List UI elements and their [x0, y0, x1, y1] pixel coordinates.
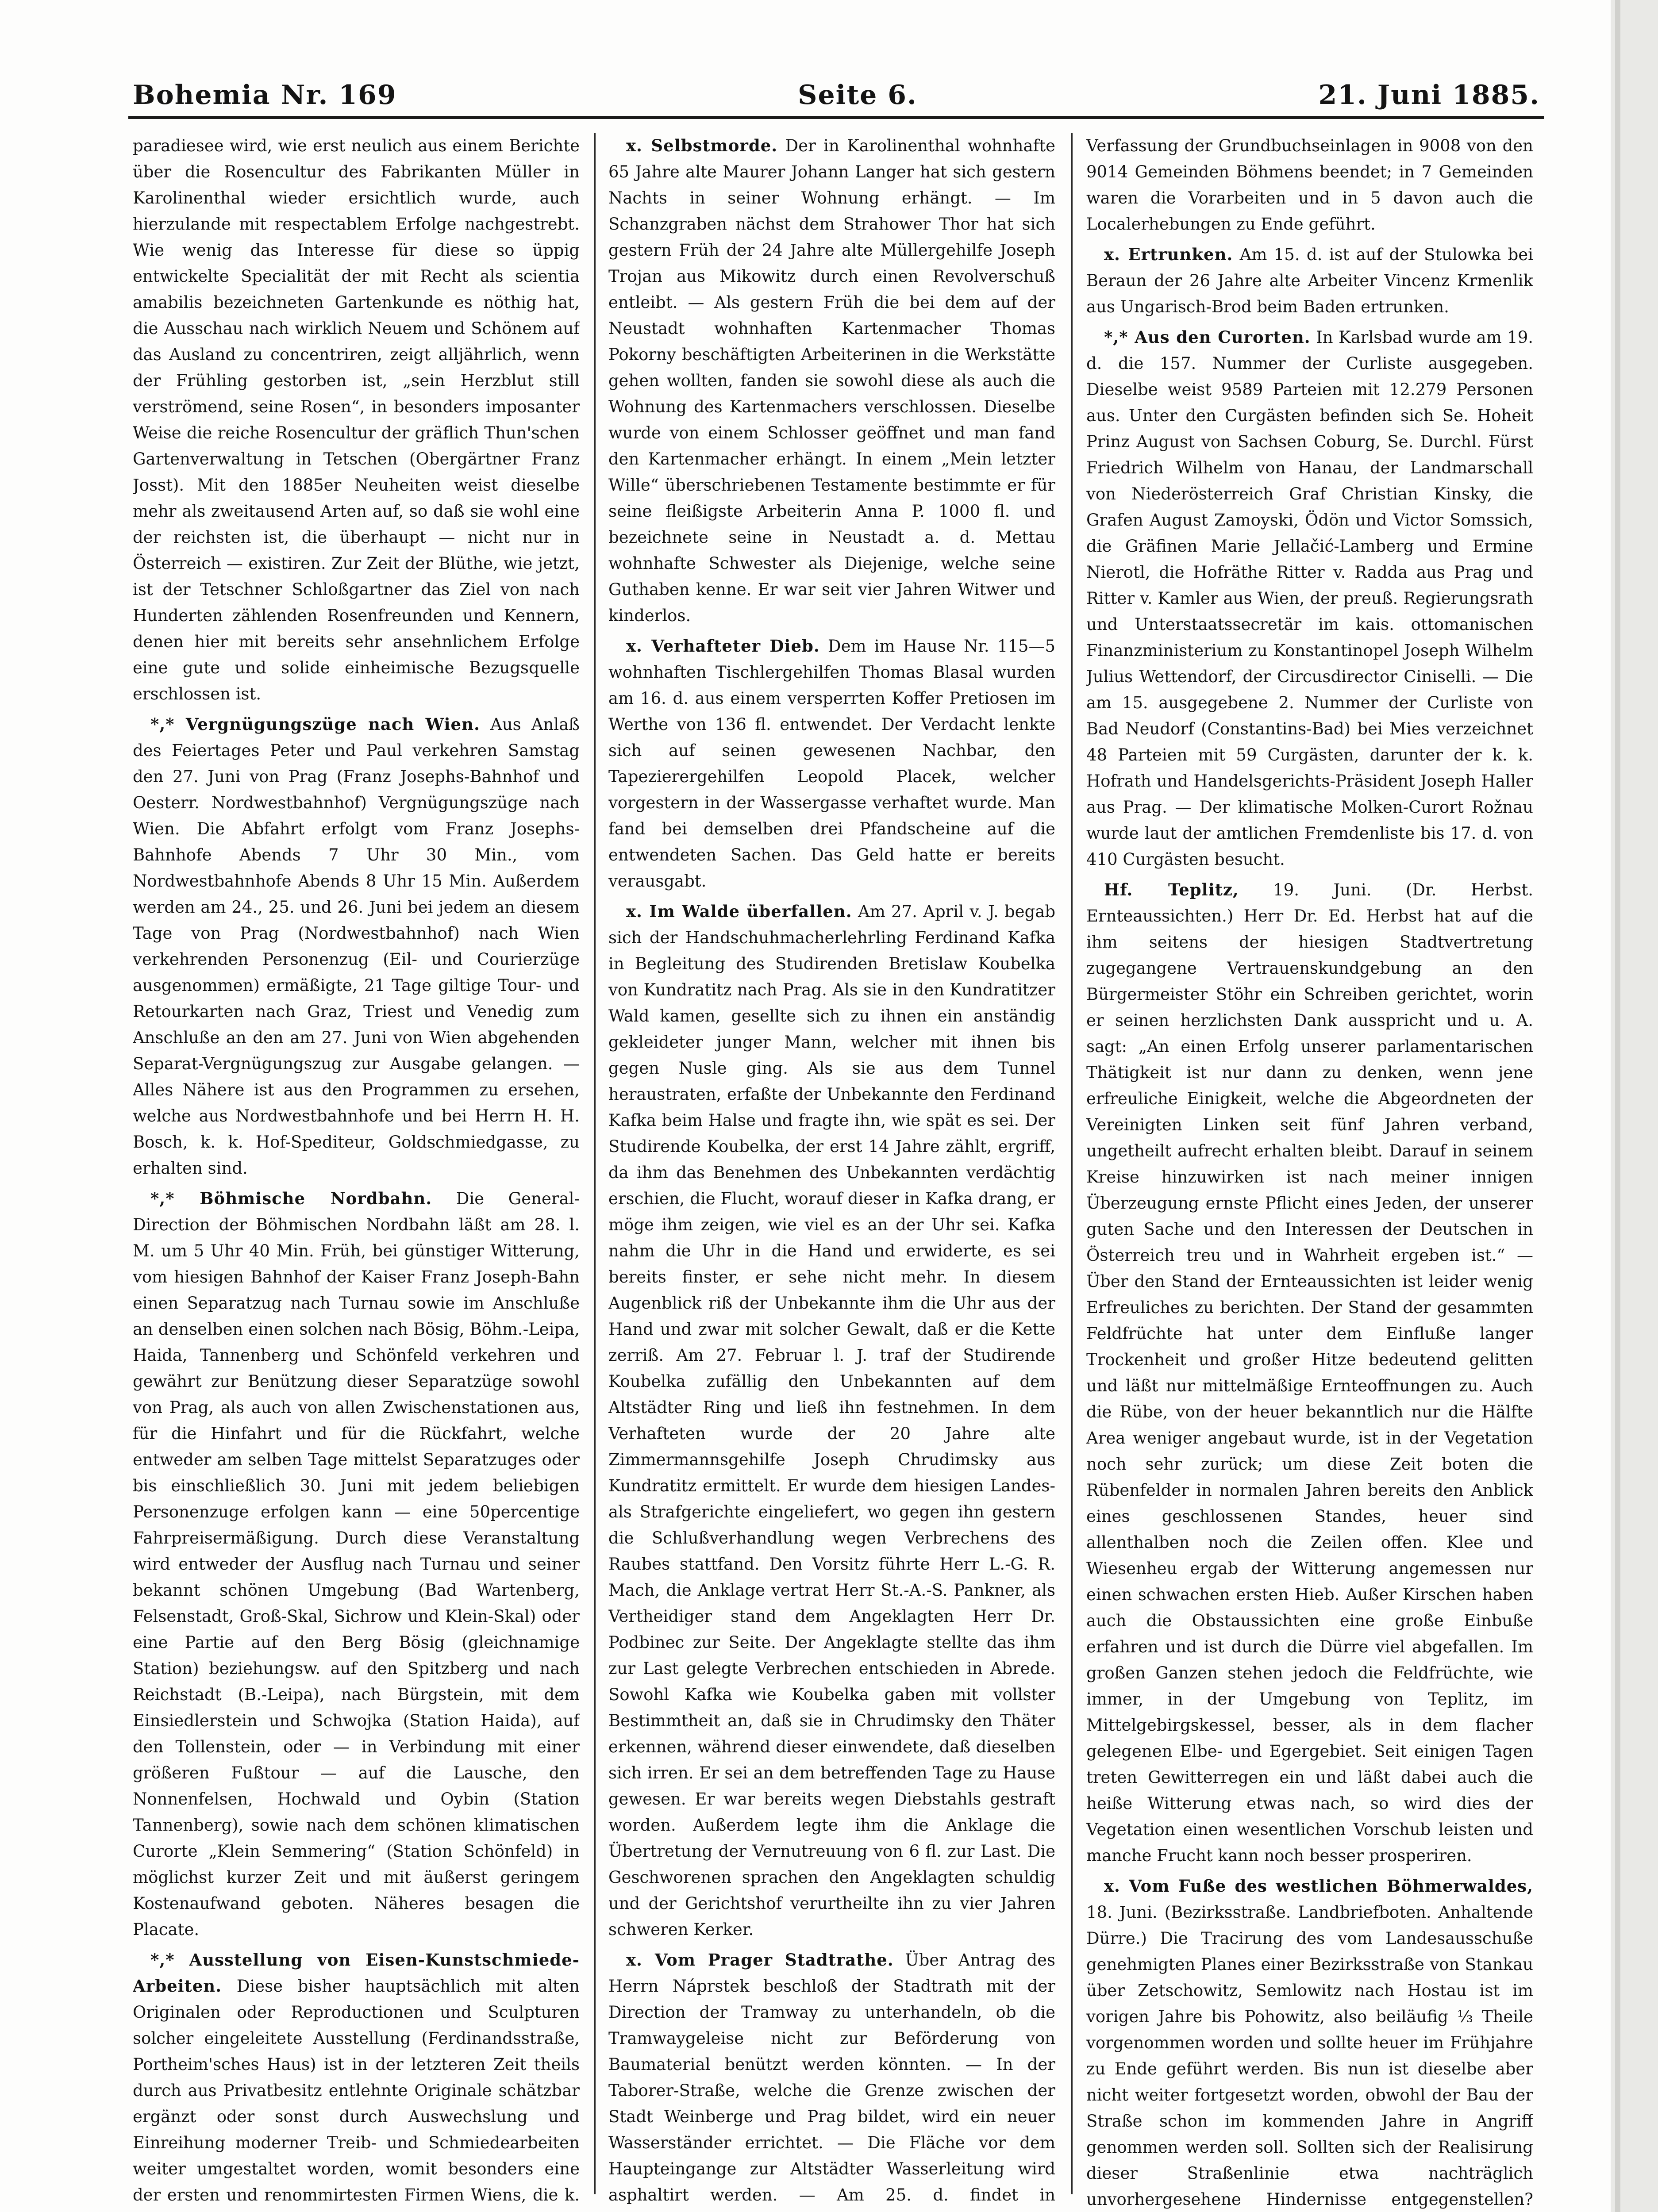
article-heading: *,* Ausstellung von Eisen-Kunstschmiede-Arbeiten. [133, 1950, 580, 1996]
column-separator [594, 133, 596, 2194]
article-paragraph [133, 1186, 580, 1943]
page-number: Seite 6. [798, 80, 917, 111]
article-heading: *,* Aus den Curorten. [1104, 327, 1311, 347]
article-heading: *,* Böhmische Nordbahn. [150, 1189, 432, 1208]
article-heading: x. Vom Prager Stadtrathe. [626, 1950, 894, 1970]
article-body: Am 27. April v. J. begab sich der Handschuhmacherlehrling Ferdinand Kafka in Begleitung des Studirenden Bretislaw Koubelka von Kundratitz nach Prag. Als sie in den Kundratitzer Wald kamen, gesellte sich zu ihnen ein anständig gekleideter junger Mann, welcher mit ihnen bis gegen Nusle ging. Als sie aus dem Tunnel heraustraten, erfaßte der Unbekannte den Ferdinand Kafka beim Halse und fragte ihn, wie spät es sei. Der Studirende Koubelka, der erst 14 Jahre zählt, ergriff, da ihm das Benehmen des Unbekannten verdächtig erschien, die Flucht, worauf dieser in Kafka drang, er möge ihm zeigen, wie viel es an der Uhr sei. Kafka nahm die Uhr in die Hand und erwiderte, es sei bereits finster, er sehe nicht mehr. In diesem Augenblick riß der Unbekannte ihm die Uhr aus der Hand und zwar mit solcher Gewalt, daß er die Kette zerriß. Am 27. Februar l. J. traf der Studirende Koubelka zufällig den Unbekannten auf dem Altstädter Ring und ließ ihn festnehmen. In dem Verhafteten wurde der 20 Jahre alte Zimmermannsgehilfe Joseph Chrudimsky aus Kundratitz ermittelt. Er wurde dem hiesigen Landes- als Strafgerichte eingeliefert, wo gegen ihn gestern die Schlußverhandlung wegen Verbrechens des Raubes stattfand. Den Vorsitz führte Herr L.-G. R. Mach, die Anklage vertrat Herr St.-A.-S. Pankner, als Vertheidiger stand dem Angeklagten Herr Dr. Podbinec zur Seite. Der Angeklagte stellte das ihm zur Last gelegte Verbrechen entschieden in Abrede. Sowohl Kafka wie Koubelka gaben mit vollster Bestimmtheit an, daß sie in Chrudimsky den Thäter erkennen, während dieser einwendete, daß dieselben sich irren. Er sei an dem betreffenden Tage zu Hause gewesen. Er war bereits wegen Diebstahls gestraft worden. Außerdem legte ihm die Anklage die Übertretung der Vernutreuung von 6 fl. zur Last. Die Geschworenen sprachen den Angeklagten schuldig und der Gerichtshof verurtheilte ihn zu vier Jahren schweren Kerker. [608, 902, 1055, 1939]
article-paragraph [608, 1947, 1055, 2212]
article-body: Verfassung der Grundbuchseinlagen in 9008 von den 9014 Gemeinden Böhmens beendet; in 7 Gemeinden waren die Vorarbeiten und in 5 davon auch die Localerhebungen zu Ende geführt. [1086, 136, 1533, 234]
issue-date: 21. Juni 1885. [1318, 80, 1540, 111]
article-heading: x. Selbstmorde. [626, 136, 778, 155]
article-body: Der in Karolinenthal wohnhafte 65 Jahre alte Maurer Johann Langer hat sich gestern Nachts in seiner Wohnung erhängt. — Im Schanzgraben nächst dem Strahower Thor hat sich gestern Früh der 24 Jahre alte Müllergehilfe Joseph Trojan aus Mikowitz durch einen Revolverschuß entleibt. — Als gestern Früh die bei dem auf der Neustadt wohnhaften Kartenmacher Thomas Pokorny beschäftigten Arbeiterinen in die Werkstätte gehen wollten, fanden sie sowohl diese als auch die Wohnung des Kartenmachers verschlossen. Dieselbe wurde von einem Schlosser geöffnet und man fand den Kartenmacher erhängt. In einem „Mein letzter Wille“ überschriebenen Testamente bestimmte er für seine fleißigste Arbeiterin Anna P. 1000 fl. und bezeichnete seine in Neustadt a. d. Mettau wohnhafte Schwester als Diejenige, welche seine Guthaben kenne. Er war seit vier Jahren Witwer und kinderlos. [608, 136, 1055, 625]
article-heading: Hf. Teplitz, [1104, 880, 1239, 899]
article-paragraph [133, 711, 580, 1181]
article-paragraph [1086, 324, 1533, 872]
article-paragraph [133, 133, 580, 707]
article-heading: x. Im Walde überfallen. [626, 902, 852, 921]
article-body: Diese bisher hauptsächlich mit alten Originalen oder Reproductionen und Sculpturen solcher eingeleitete Ausstellung (Ferdinandsstraße, Portheim'sches Haus) ist in der letzteren Zeit theils durch aus Privatbesitz entlehnte Originale schätzbar ergänzt oder sonst durch Auswechslung und Einreihung moderner Treib- und Schmiedearbeiten weiter umgestaltet worden, womit besonders eine der ersten und renommirtesten Firmen Wiens, die k. [133, 1977, 580, 2204]
article-paragraph [1086, 133, 1533, 237]
article-body: paradiesee wird, wie erst neulich aus einem Berichte über die Rosencultur des Fabrikanten Müller in Karolinenthal wieder ersichtlich wurde, auch hierzulande mit respectablem Erfolge nachgestrebt. Wie wenig das Interesse für diese so üppig entwickelte Specialität der mit Recht als scientia amabilis bezeichneten Gartenkunde es nöthig hat, die Ausschau nach wirklich Neuem und Schönem auf das Ausland zu concentriren, zeigt alljährlich, wenn der Frühling gestorben ist, „sein Herzblut still verströmend, seine Rosen“, in besonders imposanter Weise die reiche Rosencultur der gräflich Thun'schen Gartenverwaltung in Tetschen (Obergärtner Franz Josst). Mit den 1885er Neuheiten weist dieselbe mehr als zweitausend Arten auf, so daß sie wohl eine der reichsten ist, die überhaupt — nicht nur in Österreich — existiren. Zur Zeit der Blüthe, wie jetzt, ist der Tetschner Schloßgartner das Ziel von nach Hunderten zählenden Rosenfreunden und Kennern, denen hier mit bereits sehr ansehnlichem Erfolge eine gute und solide einheimische Bezugsquelle erschlossen ist. [133, 136, 580, 703]
article-paragraph [608, 133, 1055, 629]
article-heading: x. Verhafteter Dieb. [626, 636, 820, 656]
article-body: Aus Anlaß des Feiertages Peter und Paul verkehren Samstag den 27. Juni von Prag (Franz Josephs-Bahnhof und Oesterr. Nordwestbahnhof) Vergnügungszüge nach Wien. Die Abfahrt erfolgt vom Franz Josephs-Bahnhofe Abends 7 Uhr 30 Min., vom Nordwestbahnhofe Abends 8 Uhr 15 Min. Außerdem werden am 24., 25. und 26. Juni bei jedem an diesem Tage von Prag (Nordwestbahnhof) nach Wien verkehrenden Personenzug (Eil- und Courierzüge ausgenommen) ermäßigte, 21 Tage giltige Tour- und Retourkarten nach Graz, Triest und Venedig zum Anschluße an den am 27. Juni von Wien abgehenden Separat-Vergnügungszug zur Ausgabe gelangen. — Alles Nähere ist aus den Programmen zu ersehen, welche aus Nordwestbahnhofe und bei Herrn H. H. Bosch, k. k. Hof-Spediteur, Goldschmiedgasse, zu erhalten sind. [133, 715, 580, 1178]
text-column-2 [608, 133, 1055, 2212]
page-edge-strip [1615, 0, 1620, 2212]
masthead-issue: Bohemia Nr. 169 [133, 80, 397, 111]
article-body: Dem im Hause Nr. 115—5 wohnhaften Tischlergehilfen Thomas Blasal wurden am 16. d. aus einem versperrten Koffer Pretiosen im Werthe von 136 fl. entwendet. Der Verdacht lenkte sich auf seinen gewesenen Nachbar, den Tapezierergehilfen Leopold Placek, welcher vorgestern in der Wassergasse verhaftet wurde. Man fand bei demselben drei Pfandscheine auf die entwendeten Sachen. Das Geld hatte er bereits verausgabt. [608, 637, 1055, 891]
column-separator [1071, 133, 1073, 2194]
article-paragraph [1086, 1873, 1533, 2212]
page-header [133, 62, 1540, 111]
article-body: Die General-Direction der Böhmischen Nordbahn läßt am 28. l. M. um 5 Uhr 40 Min. Früh, bei günstiger Witterung, vom hiesigen Bahnhof der Kaiser Franz Joseph-Bahn einen Separatzug nach Turnau sowie im Anschluße an denselben einen solchen nach Bösig, Böhm.-Leipa, Haida, Tannenberg und Schönfeld verkehren und gewährt zur Benützung dieser Separatzüge sowohl von Prag, als auch von allen Zwischenstationen aus, für die Hinfahrt und für die Rückfahrt, welche entweder am selben Tage mittelst Separatzuges oder bis einschließlich 30. Juni mit jedem beliebigen Personenzuge erfolgen kann — eine 50percentige Fahrpreisermäßigung. Durch diese Veranstaltung wird entweder der Ausflug nach Turnau und seiner bekannt schönen Umgebung (Bad Wartenberg, Felsenstadt, Groß-Skal, Sichrow und Klein-Skal) oder eine Partie auf den Berg Bösig (gleichnamige Station) beziehungsw. auf den Spitzberg und nach Reichstadt (B.-Leipa), nach Bürgstein, mit dem Einsiedlerstein und Schwojka (Station Haida), auf den Tollenstein, oder — in Verbindung mit einer größeren Fußtour — auf die Lausche, den Nonnenfelsen, Hochwald und Oybin (Station Tannenberg), sowie nach dem schönen klimatischen Curorte „Klein Semmering“ (Station Schönfeld) in möglichst kurzer Zeit und mit äußerst geringem Kostenaufwand geboten. Näheres besagen die Placate. [133, 1189, 580, 1939]
article-body: 19. Juni. (Dr. Herbst. Ernteaussichten.) Herr Dr. Ed. Herbst hat auf die ihm seitens der hiesigen Stadtvertretung zugegangene Vertrauenskundgebung an den Bürgermeister Stöhr ein Schreiben gerichtet, worin er seinen herzlichsten Dank ausspricht und u. A. sagt: „An einen Erfolg unserer parlamentarischen Thätigkeit ist nur dann zu denken, wenn jene erfreuliche Einigkeit, welche die Abgeordneten der Vereinigten Linken seit fünf Jahren verband, ungetheilt aufrecht erhalten bleibt. Darauf in seinem Kreise hinzuwirken ist nach meiner innigen Überzeugung ernste Pflicht eines Jeden, der unserer guten Sache und den Interessen der Deutschen in Österreich treu und in Wahrheit ergeben ist.“ — Über den Stand der Ernteaussichten ist leider wenig Erfreuliches zu berichten. Der Stand der gesammten Feldfrüchte hat unter dem Einfluße langer Trockenheit und großer Hitze bedeutend gelitten und läßt nur mittelmäßige Ernteoffnungen zu. Auch die Rübe, von der heuer bekanntlich nur die Hälfte Area weniger angebaut wurde, ist in der Vegetation noch sehr zurück; um diese Zeit boten die Rübenfelder in normalen Jahren bereits den Anblick eines geschlossenen Standes, heuer sind allenthalben noch die Zeilen offen. Klee und Wiesenheu ergab der Witterung angemessen nur einen schwachen ersten Hieb. Außer Kirschen haben auch die Obstaussichten eine große Einbuße erfahren und ist durch die Dürre viel abgefallen. Im großen Ganzen stehen jedoch die Feldfrüchte, wie immer, in der Umgebung von Teplitz, im Mittelgebirgskessel, besser, als in dem flacher gelegenen Elbe- und Egergebiet. Seit einigen Tagen treten Gewitterregen ein und läßt dabei auch die heiße Witterung etwas nach, so wird dies der Vegetation einen wesentlichen Vorschub leisten und manche Frucht kann noch besser prosperiren. [1086, 880, 1533, 1865]
article-heading: x. Vom Fuße des westlichen Böhmerwaldes, [1104, 1876, 1533, 1896]
article-body: In Karlsbad wurde am 19. d. die 157. Nummer der Curliste ausgegeben. Dieselbe weist 9589 Parteien mit 12.279 Personen aus. Unter den Curgästen befinden sich Se. Hoheit Prinz August von Sachsen Coburg, Se. Durchl. Fürst Friedrich Wilhelm von Hanau, der Landmarschall von Niederösterreich Graf Christian Kinsky, die Grafen August Zamoyski, Ödön und Victor Somssich, die Gräfinen Marie Jellačić-Lamberg und Ermine Nierotl, die Hofräthe Ritter v. Radda aus Prag und Ritter v. Kamler aus Wien, der preuß. Regierungsrath und Unterstaatssecretär im kais. ottomanischen Finanzministerium zu Konstantinopel Joseph Wilhelm Julius Wettendorf, der Circusdirector Ciniselli. — Die am 15. ausgegebene 2. Nummer der Curliste von Bad Neudorf (Constantins-Bad) bei Mies verzeichnet 48 Parteien mit 59 Curgästen, darunter der k. k. Hofrath und Handelsgerichts-Präsident Joseph Haller aus Prag. — Der klimatische Molken-Curort Rožnau wurde laut der amtlichen Fremdenliste bis 17. d. von 410 Curgästen besucht. [1086, 328, 1533, 869]
article-paragraph [1086, 242, 1533, 320]
article-paragraph [608, 633, 1055, 894]
article-heading: *,* Vergnügungszüge nach Wien. [150, 714, 480, 734]
text-column-1 [133, 133, 580, 2212]
article-paragraph [133, 1947, 580, 2212]
text-column-3 [1086, 133, 1533, 2212]
article-paragraph [1086, 877, 1533, 1869]
article-body: Über Antrag des Herrn Náprstek beschloß der Stadtrath mit der Direction der Tramway zu unterhandeln, ob die Tramwaygeleise nicht zur Beförderung von Baumaterial benützt werden könnten. — In der Taborer-Straße, welche die Grenze zwischen der Stadt Weinberge und Prag bildet, wird ein neuer Wasserständer errichtet. — Die Fläche vor dem Haupteingange zur Altstädter Wasserleitung wird asphaltirt werden. — Am 25. d. findet in [608, 1951, 1055, 2204]
article-body: Am 15. d. ist auf der Stulowka bei Beraun der 26 Jahre alte Arbeiter Vincenz Krmenlik aus Ungarisch-Brod beim Baden ertrunken. [1086, 245, 1533, 316]
article-body: 18. Juni. (Bezirksstraße. Landbriefboten. Anhaltende Dürre.) Die Tracirung des vom Landesausschuße genehmigten Planes einer Bezirksstraße von Stankau über Zetschowitz, Semlowitz nach Hostau ist im vorigen Jahre bis Pohowitz, also beiläufig ⅓ Theile vorgenommen worden und sollte heuer im Frühjahre zu Ende geführt werden. Bis nun ist dieselbe aber nicht weiter fortgesetzt worden, obwohl der Bau der Straße schon im kommenden Jahre in Angriff genommen werden soll. Sollten sich der Realisirung dieser Straßenlinie etwa nachträglich unvorhergesehene Hindernisse entgegenstellen? [1086, 1903, 1533, 2209]
header-rule [128, 116, 1544, 119]
article-paragraph [608, 899, 1055, 1943]
article-heading: x. Ertrunken. [1104, 245, 1233, 264]
